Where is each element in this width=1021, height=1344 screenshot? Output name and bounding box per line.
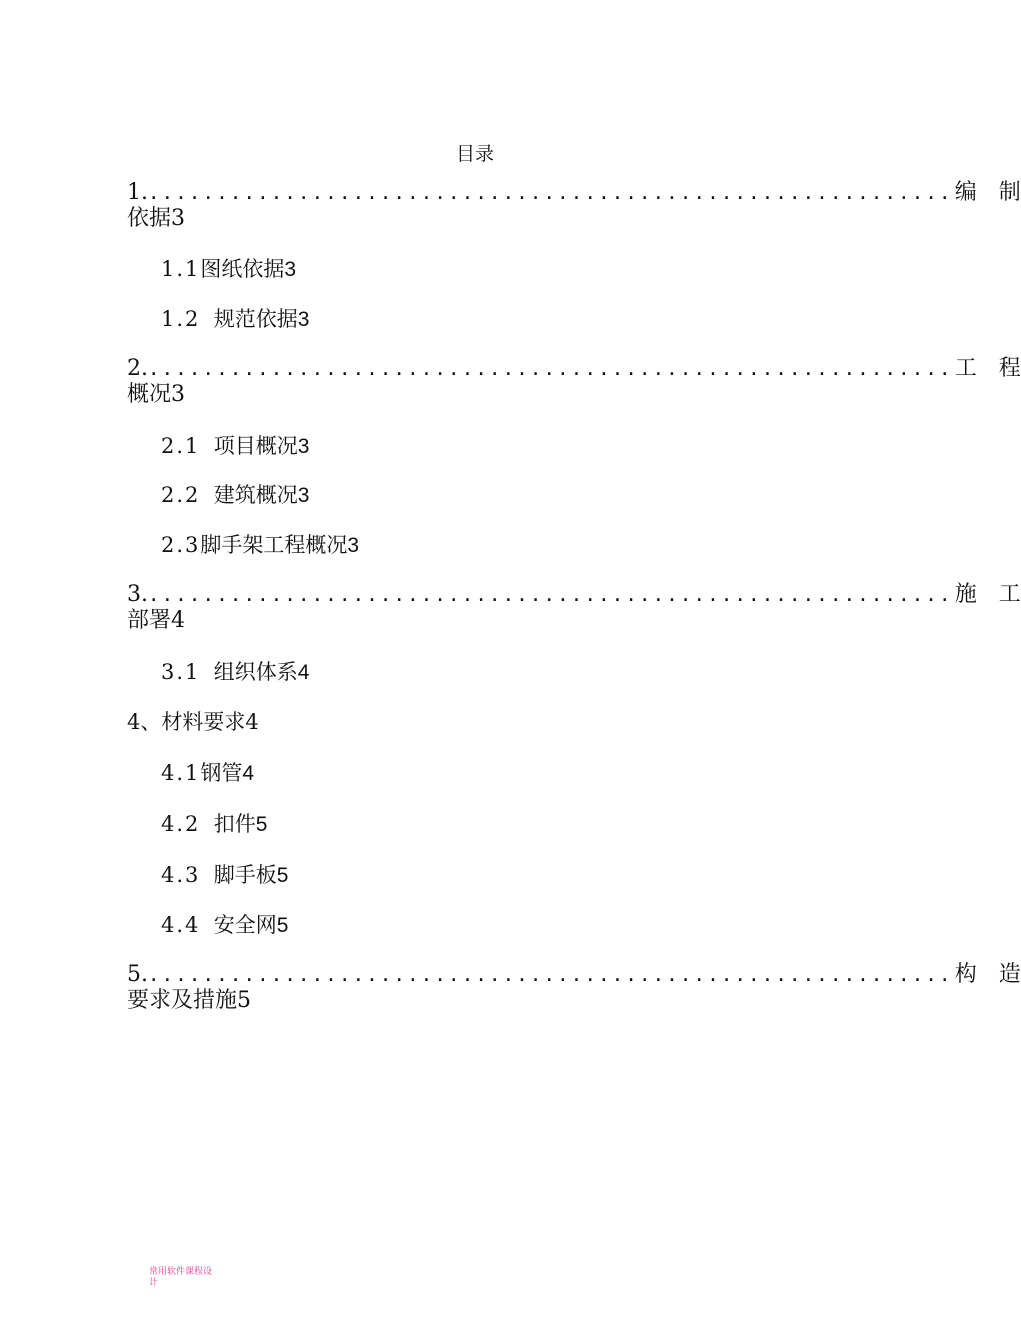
toc-entry-text: 钢管 (200, 761, 243, 785)
toc-page-number: 4 (171, 608, 186, 633)
toc-entry-text: 扣件 (213, 812, 256, 836)
toc-entry-number: 1.1 (161, 257, 201, 281)
toc-entry-number: 4.1 (161, 761, 201, 785)
footer-line: 计 (149, 1278, 159, 1288)
dot-leader: ........................................................... (148, 182, 953, 204)
toc-entry-number: 4.2 (161, 812, 201, 836)
toc-entry-text: 脚手架工程概况 (200, 533, 348, 557)
toc-entry-number: 2. (127, 356, 148, 381)
toc-page-number: 3 (297, 484, 310, 507)
toc-page-number: 3 (297, 308, 310, 331)
toc-page-number: 3 (347, 534, 360, 557)
toc-page-number: 3 (297, 435, 310, 458)
toc-entry-2[interactable] (127, 356, 1021, 408)
toc-page-number: 4 (245, 710, 259, 734)
toc-entry-heading-rest: 概况 (127, 382, 172, 407)
toc-entry-text: 安全网 (213, 913, 277, 937)
toc-entry-1-2[interactable] (161, 306, 309, 333)
toc-entry-heading-start: 施 工 (954, 582, 1021, 607)
toc-page-number: 5 (237, 988, 252, 1013)
toc-entry-4-3[interactable] (161, 862, 288, 889)
page-footer (149, 1267, 239, 1289)
toc-entry-heading-start: 工 程 (954, 356, 1021, 381)
toc-entry-number: 4.3 (161, 863, 201, 887)
footer-line: 常用软件课程设 (149, 1267, 213, 1277)
toc-entry-text: 规范依据 (213, 307, 298, 331)
toc-entry-4-2[interactable] (161, 811, 267, 838)
dot-leader: ........................................................... (148, 358, 953, 380)
toc-page-number: 4 (242, 762, 255, 785)
toc-entry-number: 1.2 (161, 307, 201, 331)
toc-entry-text: 项目概况 (213, 434, 298, 458)
toc-entry-4-4[interactable] (161, 912, 288, 939)
toc-page-number: 5 (255, 813, 268, 836)
toc-entry-heading-rest: 部署 (127, 608, 172, 633)
toc-entry-number: 2.3 (161, 533, 201, 557)
toc-page-number: 5 (276, 864, 289, 887)
toc-title: 目录 (455, 143, 494, 165)
toc-entry-1-1[interactable] (161, 256, 296, 283)
toc-entry-text: 建筑概况 (213, 483, 298, 507)
toc-entry-number: 4、 (127, 710, 162, 734)
toc-entry-1[interactable] (127, 180, 1021, 232)
toc-entry-5[interactable] (127, 962, 1021, 1014)
toc-page-number: 3 (171, 382, 186, 407)
dot-leader: ........................................................... (148, 584, 953, 606)
toc-entry-number: 1. (127, 180, 148, 205)
toc-entry-2-1[interactable] (161, 433, 309, 460)
toc-entry-4-1[interactable] (161, 760, 254, 787)
toc-entry-heading-start: 编 制 (954, 180, 1021, 205)
toc-page-number: 5 (276, 914, 289, 937)
toc-entry-text: 材料要求 (161, 710, 246, 734)
toc-entry-text: 脚手板 (213, 863, 277, 887)
toc-entry-2-2[interactable] (161, 482, 309, 509)
toc-entry-number: 4.4 (161, 913, 201, 937)
toc-entry-number: 2.1 (161, 434, 201, 458)
toc-page-number: 3 (284, 258, 297, 281)
toc-entry-heading-rest: 要求及措施 (127, 988, 238, 1013)
toc-entry-3[interactable] (127, 582, 1021, 634)
dot-leader: ........................................................... (148, 964, 953, 986)
toc-entry-number: 2.2 (161, 483, 201, 507)
toc-entry-number: 3.1 (161, 660, 201, 684)
toc-entry-heading-rest: 依据 (127, 206, 172, 231)
toc-entry-4[interactable] (127, 709, 259, 735)
toc-entry-2-3[interactable] (161, 532, 359, 559)
toc-entry-number: 5. (127, 962, 148, 987)
toc-page-number: 3 (171, 206, 186, 231)
toc-entry-heading-start: 构 造 (954, 962, 1021, 987)
toc-page-number: 4 (297, 661, 310, 684)
toc-entry-text: 组织体系 (213, 660, 298, 684)
toc-entry-number: 3. (127, 582, 148, 607)
toc-entry-text: 图纸依据 (200, 257, 285, 281)
toc-entry-3-1[interactable] (161, 659, 309, 686)
